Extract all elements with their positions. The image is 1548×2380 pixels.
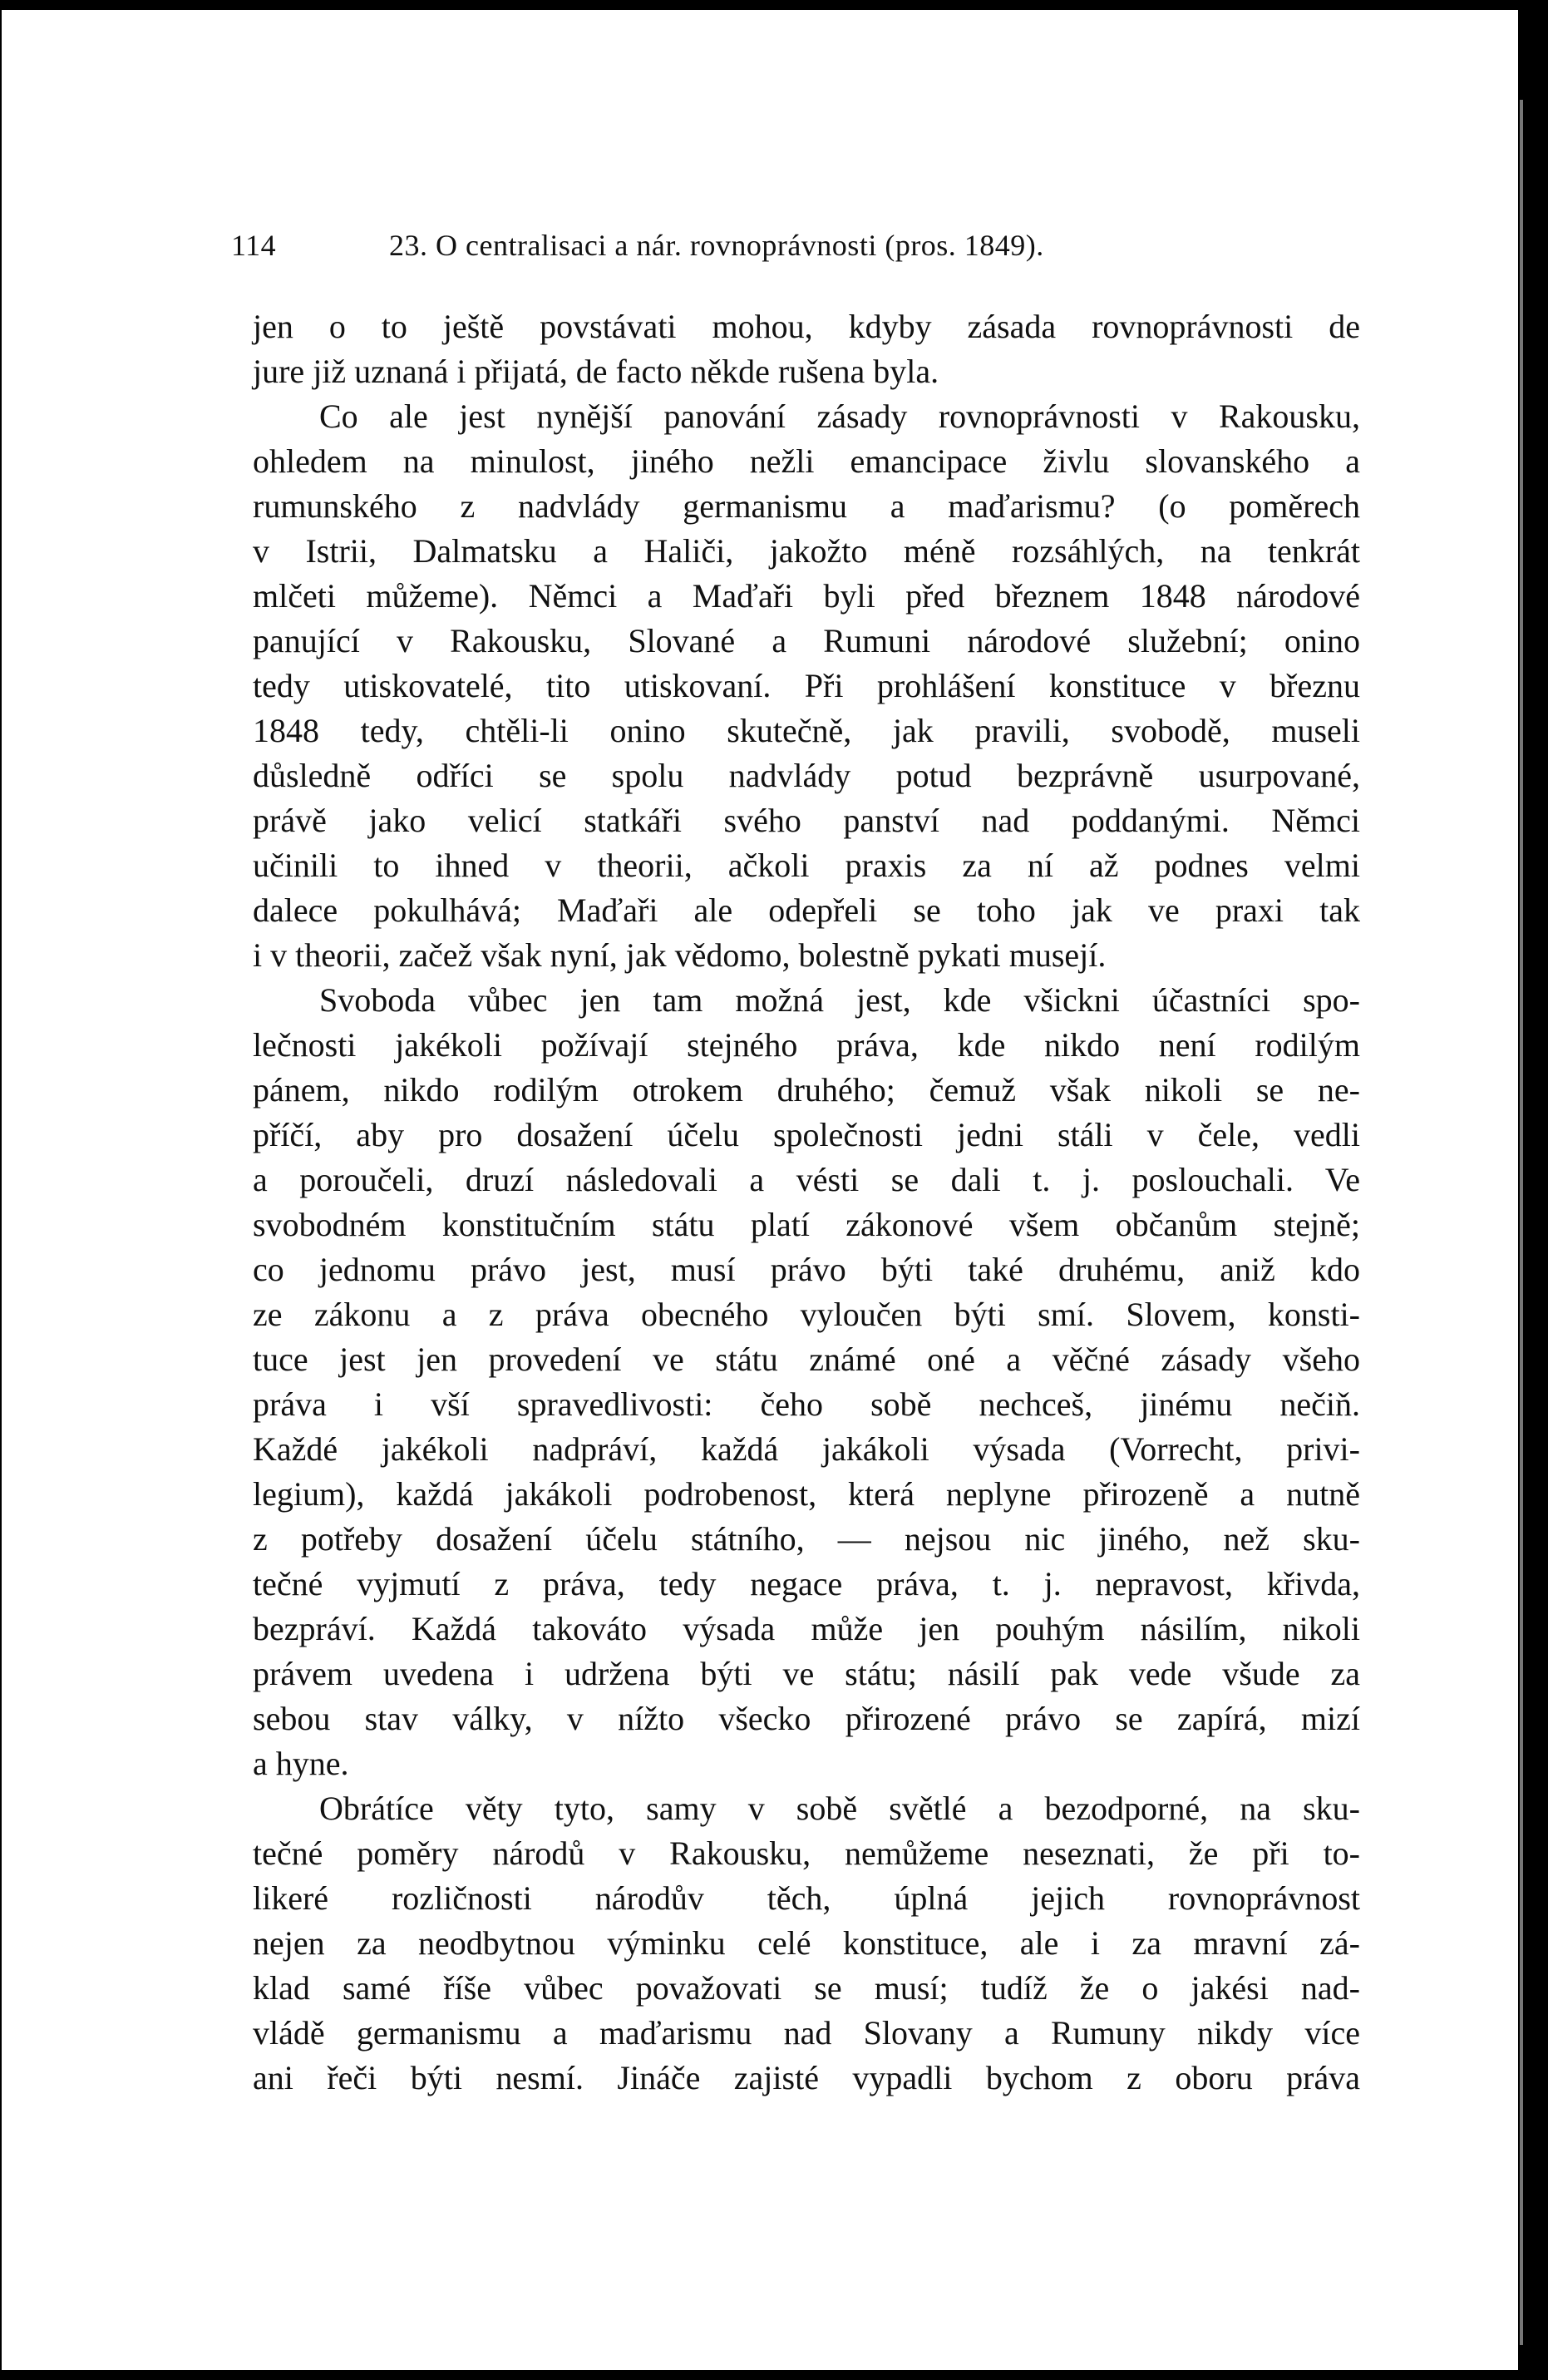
paragraph <box>253 978 1360 1786</box>
paragraph <box>253 1786 1360 2101</box>
text-line: nejen za neodbytnou výminku celé konstituce, ale i za mravní zá- <box>253 1924 1360 1962</box>
text-line: svobodném konstitučním státu platí zákonové všem občanům stejně; <box>253 1206 1360 1243</box>
text-line: učinili to ihned v theorii, ačkoli praxis za ní až podnes velmi <box>253 847 1360 884</box>
text-line: likeré rozličnosti národův těch, úplná jejich rovnoprávnost <box>253 1879 1360 1917</box>
paragraph <box>253 304 1360 394</box>
text-line: ze zákonu a z práva obecného vyloučen býti smí. Slovem, konsti- <box>253 1296 1360 1333</box>
text-line: Obrátíce věty tyto, samy v sobě světlé a bezodporné, na sku- <box>319 1790 1360 1827</box>
text-line: právě jako velicí statkáři svého panství nad poddanými. Němci <box>253 802 1360 839</box>
text-line: důsledně odříci se spolu nadvlády potud bezprávně usurpované, <box>253 757 1360 794</box>
text-line: a hyne. <box>253 1745 349 1782</box>
scan-edge-line <box>1520 100 1523 2345</box>
page-number: 114 <box>231 229 277 262</box>
text-line: z potřeby dosažení účelu státního, — nejsou nic jiného, než sku- <box>253 1520 1360 1558</box>
text-line: Co ale jest nynější panování zásady rovnoprávnosti v Rakousku, <box>319 397 1360 435</box>
text-line: panující v Rakousku, Slované a Rumuni národové služební; onino <box>253 622 1360 659</box>
text-line: ani řeči býti nesmí. Jináče zajisté vypadli bychom z oboru práva <box>253 2059 1360 2096</box>
text-line: tuce jest jen provedení ve státu známé oné a věčné zásady všeho <box>253 1341 1360 1378</box>
text-line: vládě germanismu a maďarismu nad Slovany a Rumuny nikdy více <box>253 2014 1360 2052</box>
text-line: ohledem na minulost, jiného nežli emancipace živlu slovanského a <box>253 442 1360 480</box>
body-text <box>253 304 1360 2101</box>
text-line: tečné vyjmutí z práva, tedy negace práva, t. j. nepravost, křivda, <box>253 1565 1360 1602</box>
text-line: jen o to ještě povstávati mohou, kdyby zásada rovnoprávnosti de <box>253 308 1360 345</box>
text-line: Každé jakékoli nadpráví, každá jakákoli výsada (Vorrecht, privi- <box>253 1430 1360 1468</box>
text-line: dalece pokulhává; Maďaři ale odepřeli se toho jak ve praxi tak <box>253 891 1360 929</box>
text-line: co jednomu právo jest, musí právo býti také druhému, aniž kdo <box>253 1251 1360 1288</box>
text-line: jure již uznaná i přijatá, de facto někde rušena byla. <box>253 353 939 390</box>
page-header <box>231 228 1353 263</box>
text-line: i v theorii, začež však nyní, jak vědomo, bolestně pykati musejí. <box>253 936 1107 974</box>
text-line: mlčeti můžeme). Němci a Maďaři byli před březnem 1848 národové <box>253 577 1360 615</box>
text-line: právem uvedena i udržena býti ve státu; násilí pak vede všude za <box>253 1655 1360 1692</box>
text-line: lečnosti jakékoli požívají stejného práva, kde nikdo není rodilým <box>253 1026 1360 1064</box>
text-line: rumunského z nadvlády germanismu a maďarismu? (o poměrech <box>253 487 1360 525</box>
text-line: tečné poměry národů v Rakousku, nemůžeme neseznati, že při to- <box>253 1834 1360 1872</box>
text-line: příčí, aby pro dosažení účelu společnosti jedni stáli v čele, vedli <box>253 1116 1360 1153</box>
text-line: sebou stav války, v nížto všecko přirozené právo se zapírá, mizí <box>253 1700 1360 1737</box>
text-line: Svoboda vůbec jen tam možná jest, kde všickni účastníci spo- <box>319 981 1360 1019</box>
running-title: 23. O centralisaci a nár. rovnoprávnosti (pros. 1849). <box>389 229 1044 262</box>
text-line: 1848 tedy, chtěli-li onino skutečně, jak pravili, svobodě, museli <box>253 712 1360 749</box>
text-line: v Istrii, Dalmatsku a Haliči, jakožto méně rozsáhlých, na tenkrát <box>253 532 1360 570</box>
text-line: klad samé říše vůbec považovati se musí; tudíž že o jakési nad- <box>253 1969 1360 2007</box>
text-line: pánem, nikdo rodilým otrokem druhého; čemuž však nikoli se ne- <box>253 1071 1360 1109</box>
paragraph <box>253 394 1360 978</box>
text-line: práva i vší spravedlivosti: čeho sobě nechceš, jinému nečiň. <box>253 1385 1360 1423</box>
text-line: bezpráví. Každá takováto výsada může jen pouhým násilím, nikoli <box>253 1610 1360 1647</box>
text-line: tedy utiskovatelé, tito utiskovaní. Při prohlášení konstituce v březnu <box>253 667 1360 704</box>
text-line: a poroučeli, druzí následovali a vésti se dali t. j. poslouchali. Ve <box>253 1161 1360 1198</box>
text-line: legium), každá jakákoli podrobenost, která neplyne přirozeně a nutně <box>253 1475 1360 1513</box>
